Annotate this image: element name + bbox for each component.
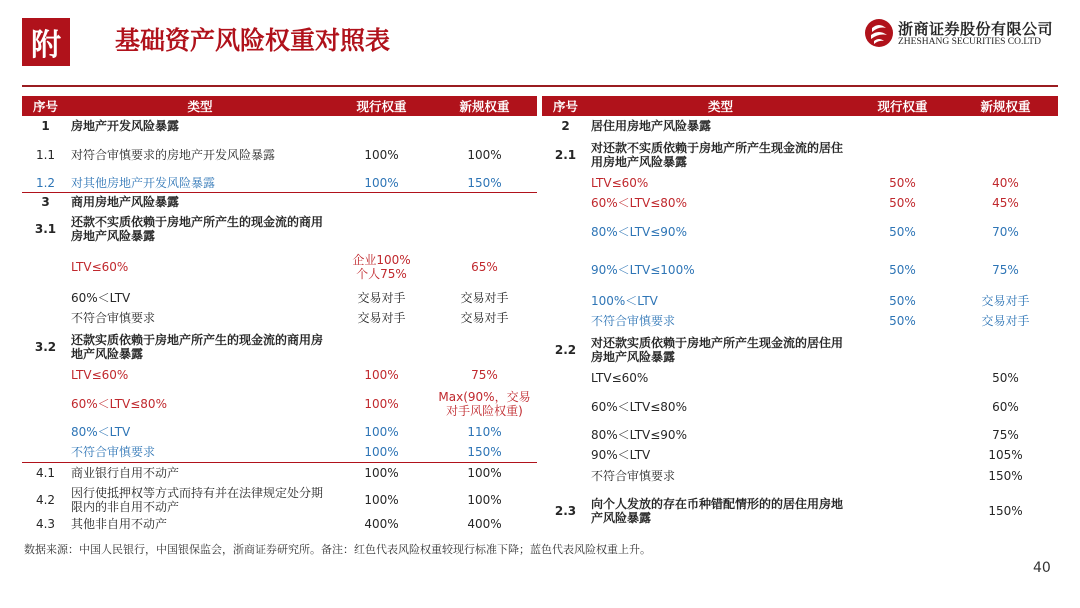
row-current-weight: 400%: [364, 517, 399, 531]
zheshang-logo-icon: [864, 18, 894, 48]
row-number: 1.1: [35, 148, 56, 162]
row-type: 90%＜LTV≤100%: [591, 263, 695, 277]
row-new-weight: 45%: [992, 196, 1019, 210]
row-new-weight: 交易对手: [460, 291, 509, 305]
row-type: 不符合审慎要求: [591, 468, 676, 483]
row-type: 不符合审慎要求: [71, 444, 156, 459]
row-new-weight: 60%: [992, 399, 1019, 414]
row-new-weight: 110%: [467, 425, 502, 439]
company-logo: [864, 16, 1064, 56]
row-current-weight: 100%: [331, 462, 432, 483]
row-new-weight: 75%: [992, 428, 1019, 442]
row-current-weight: [852, 425, 953, 445]
row-type: 不符合审慎要求: [591, 314, 676, 328]
row-number: 3.1: [34, 221, 57, 236]
row-number: [542, 465, 589, 486]
column-header-current: 现行权重: [852, 96, 953, 116]
row-current-weight: [852, 331, 953, 368]
row-new-weight: 105%: [988, 448, 1023, 462]
row-new-weight: 100%: [467, 148, 502, 162]
row-current-weight: 100%: [364, 175, 399, 190]
page-title: 基础资产风险权重对照表: [115, 26, 391, 55]
row-type: 还款不实质依赖于房地产所产生的现金流的商用房地产风险暴露: [71, 214, 324, 243]
row-current-weight: 交易对手: [357, 291, 406, 305]
row-current-weight: 50%: [889, 196, 916, 210]
row-current-weight: 100%: [364, 148, 399, 162]
row-new-weight: Max(90%，交易对手风险权重): [438, 389, 531, 418]
row-new-weight: 65%: [471, 260, 498, 274]
row-current-weight: 企业100% 个人75%: [352, 253, 411, 281]
row-type: 对符合审慎要求的房地产开发风险暴露: [71, 148, 276, 162]
row-number: 1: [41, 119, 50, 133]
source-footnote: 数据来源：中国人民银行，中国银保监会，浙商证券研究所。备注：红色代表风险权重较现行标准下降；蓝色代表风险权重上升。: [24, 543, 651, 556]
row-number: [22, 246, 69, 288]
row-new-weight: [432, 116, 537, 136]
row-number: 2: [561, 119, 570, 133]
table-row: [22, 462, 537, 483]
row-number: 2.1: [554, 148, 577, 162]
page-number: 40: [1033, 560, 1051, 576]
row-number: [542, 249, 589, 291]
table-row: [22, 246, 537, 288]
table-row: [542, 425, 1058, 445]
row-type: 商业银行自用不动产: [69, 462, 331, 483]
table-row: [22, 136, 537, 174]
row-current-weight: 50%: [889, 176, 916, 190]
table-row: [542, 465, 1058, 486]
row-current-weight: 100%: [364, 368, 399, 382]
row-number: 2.3: [554, 503, 577, 518]
table-row: [22, 483, 537, 516]
table-row: [542, 214, 1058, 249]
table-row: [542, 388, 1058, 425]
row-new-weight: [432, 192, 537, 211]
header-divider: [22, 85, 1058, 87]
row-number: [542, 368, 589, 388]
row-type: 房地产开发风险暴露: [71, 119, 180, 133]
row-number: [542, 425, 589, 445]
row-current-weight: [852, 368, 953, 388]
row-new-weight: 70%: [992, 224, 1019, 239]
row-number: 4.1: [22, 462, 69, 483]
row-type: 80%＜LTV: [71, 425, 131, 439]
column-header-no: 序号: [542, 96, 589, 116]
row-number: 4.3: [35, 517, 56, 531]
row-current-weight: 交易对手: [357, 311, 406, 325]
row-current-weight: [331, 328, 432, 365]
row-type: 100%＜LTV: [591, 294, 658, 308]
table-row: [22, 516, 537, 532]
row-number: [542, 174, 589, 192]
row-number: 2.2: [554, 342, 577, 357]
row-new-weight: [432, 328, 537, 365]
row-new-weight: 150%: [988, 468, 1023, 483]
table-row: [542, 174, 1058, 192]
table-row: [542, 192, 1058, 214]
row-current-weight: [852, 445, 953, 465]
row-new-weight: 交易对手: [981, 294, 1030, 308]
row-new-weight: 150%: [988, 503, 1023, 518]
left-risk-weight-table: [22, 96, 537, 532]
row-type: 90%＜LTV: [591, 448, 651, 462]
row-type: 对还款不实质依赖于房地产所产生现金流的居住用房地产风险暴露: [591, 141, 844, 169]
table-row: [542, 116, 1058, 136]
row-current-weight: 100%: [364, 396, 399, 411]
column-header-current: 现行权重: [331, 96, 432, 116]
row-type: 因行使抵押权等方式而持有并在法律规定处分期限内的非自用不动产: [71, 485, 324, 514]
row-type: 向个人发放的存在币种错配情形的的居住用房地产风险暴露: [591, 496, 844, 525]
row-new-weight: [953, 116, 1058, 136]
logo-english-name: ZHESHANG SECURITIES CO.LTD: [898, 37, 1041, 47]
row-type: LTV≤60%: [71, 260, 129, 274]
row-current-weight: [852, 465, 953, 486]
row-number: [22, 365, 69, 385]
table-row: [22, 192, 537, 211]
row-number: [542, 311, 589, 331]
row-number: [22, 308, 69, 328]
row-type: 居住用房地产风险暴露: [591, 119, 712, 133]
table-row: [542, 486, 1058, 535]
row-new-weight: 交易对手: [460, 311, 509, 325]
row-number: 3: [22, 192, 69, 211]
table-row: [542, 368, 1058, 388]
row-type: 对其他房地产开发风险暴露: [71, 175, 216, 190]
row-type: 80%＜LTV≤90%: [591, 224, 687, 239]
row-type: LTV≤60%: [591, 371, 649, 385]
row-type: 80%＜LTV≤90%: [591, 428, 687, 442]
row-current-weight: [852, 116, 953, 136]
table-row: [542, 311, 1058, 331]
row-number: [542, 388, 589, 425]
row-current-weight: [331, 211, 432, 246]
table-row: [22, 385, 537, 422]
row-new-weight: 40%: [992, 176, 1019, 190]
table-row: [542, 249, 1058, 291]
table-row: [22, 288, 537, 308]
row-new-weight: [953, 136, 1058, 174]
row-current-weight: [852, 136, 953, 174]
table-row: [542, 331, 1058, 368]
row-new-weight: 100%: [432, 462, 537, 483]
row-number: [542, 214, 589, 249]
logo-chinese-name: 浙商证券股份有限公司: [898, 20, 1054, 38]
table-row: [542, 445, 1058, 465]
table-row: [22, 174, 537, 192]
row-number: 1.2: [35, 175, 56, 190]
table-row: [22, 422, 537, 442]
row-current-weight: [331, 116, 432, 136]
row-type: 60%＜LTV: [71, 291, 131, 305]
column-header-new: 新规权重: [432, 96, 537, 116]
row-number: [542, 291, 589, 311]
row-type: 60%＜LTV≤80%: [591, 196, 687, 210]
row-number: [22, 385, 69, 422]
row-new-weight: 75%: [992, 263, 1019, 277]
row-type: LTV≤60%: [71, 368, 129, 382]
table-row: [22, 442, 537, 462]
row-number: [22, 288, 69, 308]
row-number: [542, 192, 589, 214]
column-header-new: 新规权重: [953, 96, 1058, 116]
column-header-no: 序号: [22, 96, 69, 116]
column-header-type: 类型: [589, 96, 852, 116]
column-header-type: 类型: [69, 96, 331, 116]
row-new-weight: 400%: [467, 517, 502, 531]
row-current-weight: 100%: [364, 425, 399, 439]
row-new-weight: 75%: [471, 368, 498, 382]
row-type: 其他非自用不动产: [71, 517, 168, 531]
row-new-weight: [432, 211, 537, 246]
row-current-weight: [331, 192, 432, 211]
row-current-weight: 50%: [889, 224, 916, 239]
row-current-weight: 100%: [364, 444, 399, 459]
row-new-weight: 150%: [467, 175, 502, 190]
row-current-weight: 100%: [364, 492, 399, 507]
table-row: [22, 365, 537, 385]
row-new-weight: 150%: [467, 444, 502, 459]
row-type: 对还款实质依赖于房地产所产生现金流的居住用房地产风险暴露: [591, 335, 844, 364]
row-current-weight: 50%: [889, 263, 916, 277]
row-new-weight: [953, 331, 1058, 368]
row-number: [22, 422, 69, 442]
row-type: LTV≤60%: [591, 176, 649, 190]
appendix-badge: 附: [22, 18, 70, 66]
row-new-weight: 50%: [992, 371, 1019, 385]
row-type: 不符合审慎要求: [71, 311, 156, 325]
row-number: [22, 442, 69, 462]
row-current-weight: [852, 486, 953, 535]
table-row: [542, 291, 1058, 311]
table-row: [542, 136, 1058, 174]
table-row: [22, 116, 537, 136]
row-type: 60%＜LTV≤80%: [591, 399, 687, 414]
row-type: 商用房地产风险暴露: [69, 192, 331, 211]
row-current-weight: 50%: [889, 314, 916, 328]
row-number: 4.2: [35, 492, 56, 507]
table-row: [22, 328, 537, 365]
table-row: [22, 308, 537, 328]
row-number: [542, 445, 589, 465]
row-new-weight: 交易对手: [981, 314, 1030, 328]
table-row: [22, 211, 537, 246]
row-type: 60%＜LTV≤80%: [71, 396, 167, 411]
row-current-weight: 50%: [889, 294, 916, 308]
right-risk-weight-table: [542, 96, 1058, 535]
row-type: 还款实质依赖于房地产所产生的现金流的商用房地产风险暴露: [71, 332, 324, 361]
row-new-weight: 100%: [467, 492, 502, 507]
row-current-weight: [852, 388, 953, 425]
row-number: 3.2: [34, 339, 57, 354]
